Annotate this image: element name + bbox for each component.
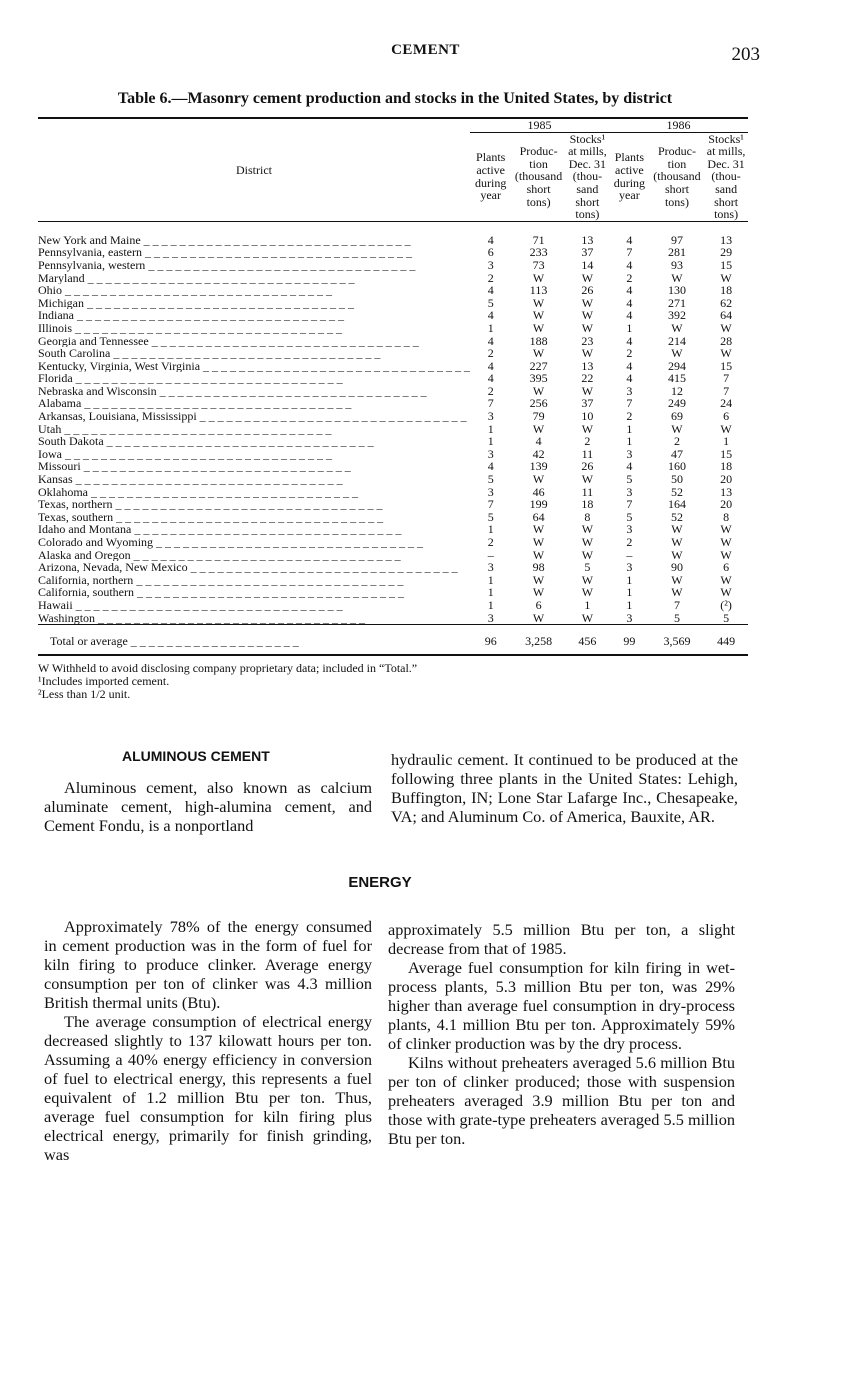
- cell-production-1986: 271: [667, 295, 686, 310]
- cell-plants-1985: 1: [487, 572, 494, 587]
- cell-production-1986: 130: [667, 283, 686, 298]
- table-row: [38, 561, 748, 574]
- footnote-w: W Withheld to avoid disclosing company proprietary data; included in “Total.”: [38, 660, 418, 675]
- cell-stocks-1985: W: [581, 308, 594, 323]
- cell-production-1986: W: [671, 547, 683, 562]
- cell-plants-1986: 4: [626, 358, 633, 373]
- table-row: [38, 397, 748, 410]
- table-row: [38, 272, 748, 285]
- cell-stocks-1986: W: [720, 535, 732, 549]
- district-name: Colorado and Wyoming _ _ _ _ _ _ _ _ _ _ _ _ _ _ _ _ _ _ _ _ _ _ _ _ _ _ _ _ _ _: [38, 536, 424, 549]
- cell-plants-1986: 7: [626, 497, 633, 512]
- table-row: [38, 284, 748, 297]
- cell-stocks-1985: 5: [584, 560, 591, 575]
- cell-plants-1986: 2: [626, 346, 633, 361]
- cell-production-1985: 98: [532, 560, 545, 575]
- plants-header-1985: Plants active during year: [470, 132, 511, 221]
- district-name: Kansas _ _ _ _ _ _ _ _ _ _ _ _ _ _ _ _ _ _ _ _ _ _ _ _ _ _ _ _ _ _: [38, 473, 343, 486]
- cell-production-1985: W: [532, 270, 545, 285]
- cell-stocks-1985: 26: [581, 459, 594, 474]
- page-number: 203: [731, 44, 760, 65]
- cell-stocks-1985: 26: [581, 283, 594, 298]
- cell-plants-1986: 4: [626, 459, 633, 474]
- cell-stocks-1985: 23: [581, 333, 594, 348]
- cell-plants-1986: 7: [626, 245, 633, 260]
- total-label: Total or average _ _ _ _ _ _ _ _ _ _ _ _ _ _ _ _ _ _ _: [38, 625, 470, 655]
- production-table: [38, 117, 748, 656]
- cell-stocks-1986: W: [720, 522, 732, 537]
- cell-production-1986: 52: [670, 509, 683, 524]
- cell-production-1985: 4: [535, 434, 542, 449]
- cell-production-1985: 113: [529, 283, 548, 298]
- cell-stocks-1985: W: [581, 585, 594, 600]
- table-row: [38, 612, 748, 625]
- table-row: [38, 523, 748, 536]
- cell-production-1985: 71: [532, 232, 545, 247]
- table-row: [38, 246, 748, 259]
- cell-production-1985: W: [532, 522, 545, 537]
- cell-plants-1986: 5: [626, 509, 633, 524]
- cell-stocks-1986: 6: [723, 409, 730, 424]
- cell-production-1986: W: [671, 270, 683, 285]
- cell-plants-1986: 4: [626, 333, 633, 348]
- cell-plants-1985: 5: [487, 472, 494, 487]
- cell-plants-1986: 2: [626, 535, 633, 549]
- cell-production-1985: 79: [532, 409, 545, 424]
- energy-right-paragraph-2: Average fuel consumption for kiln firing in wet-process plants, 5.3 million Btu per ton, was 29% higher than average fuel consumption in dry-process plants, 4.1 million Btu per ton. Approximately 59% of clinker production was by the dry process.: [388, 958, 735, 1053]
- table-row: [38, 448, 748, 461]
- cell-stocks-1985: 13: [581, 232, 594, 247]
- cell-stocks-1985: W: [581, 270, 594, 285]
- cell-stocks-1986: 64: [720, 308, 733, 323]
- cell-plants-1985: 4: [487, 333, 494, 348]
- cell-stocks-1986: 7: [723, 371, 730, 386]
- cell-plants-1985: 1: [487, 434, 494, 449]
- energy-left-paragraph-2: The average consumption of electrical energy decreased slightly to 137 kilowatt hours per ton. Assuming a 40% energy efficiency in conversion of fuel to electrical energy, this represents a fuel equivalent of 1.2 million Btu per ton. Thus, average fuel consumption for kiln firing plus electrical energy, primarily for finish grinding, was: [44, 1012, 372, 1164]
- year-header-1985: 1985: [470, 118, 609, 132]
- cell-production-1986: W: [671, 320, 683, 335]
- cell-production-1986: W: [671, 421, 683, 436]
- cell-plants-1985: 1: [487, 320, 494, 335]
- cell-production-1986: W: [671, 522, 683, 537]
- cell-stocks-1986: 13: [720, 484, 733, 499]
- cell-stocks-1986: 5: [723, 610, 730, 625]
- cell-plants-1985: 1: [487, 522, 494, 537]
- cell-production-1986: 392: [667, 308, 686, 323]
- district-name: Indiana _ _ _ _ _ _ _ _ _ _ _ _ _ _ _ _ _ _ _ _ _ _ _ _ _ _ _ _ _ _: [38, 309, 344, 322]
- cell-production-1986: 160: [667, 459, 686, 474]
- district-name: Arkansas, Louisiana, Mississippi _ _ _ _ _ _ _ _ _ _ _ _ _ _ _ _ _ _ _ _ _ _ _ _ _ _ _ _ _ _: [38, 410, 467, 423]
- year-header-1986: 1986: [609, 118, 748, 132]
- cell-stocks-1985: 2: [584, 434, 591, 449]
- cell-plants-1985: 7: [487, 497, 494, 512]
- cell-plants-1986: 4: [626, 295, 633, 310]
- district-name: Washington _ _ _ _ _ _ _ _ _ _ _ _ _ _ _ _ _ _ _ _ _ _ _ _ _ _ _ _ _ _: [38, 611, 366, 625]
- district-name: Iowa _ _ _ _ _ _ _ _ _ _ _ _ _ _ _ _ _ _ _ _ _ _ _ _ _ _ _ _ _ _: [38, 447, 332, 461]
- table-row: [38, 309, 748, 322]
- cell-production-1986: 7: [673, 597, 680, 612]
- cell-plants-1985: 4: [487, 459, 494, 474]
- cell-plants-1985: 5: [487, 509, 494, 524]
- cell-plants-1986: 1: [626, 320, 633, 335]
- cell-production-1986: 415: [667, 371, 686, 386]
- cell-plants-1986: 3: [626, 610, 633, 625]
- table-row: [38, 473, 748, 486]
- cell-production-1986: W: [671, 585, 683, 600]
- cell-stocks-1986: 29: [720, 245, 733, 260]
- district-name: Hawaii _ _ _ _ _ _ _ _ _ _ _ _ _ _ _ _ _ _ _ _ _ _ _ _ _ _ _ _ _ _: [38, 598, 343, 612]
- cell-production-1985: 6: [535, 597, 542, 612]
- cell-production-1986: 294: [667, 358, 686, 373]
- stocks-header-1985: Stocks¹ at mills, Dec. 31 (thou- sand short tons): [566, 132, 609, 221]
- cell-production-1985: W: [532, 572, 545, 587]
- cell-plants-1986: 1: [626, 585, 633, 600]
- cell-plants-1985: 3: [487, 610, 494, 625]
- footnote-1: ¹Includes imported cement.: [38, 673, 170, 688]
- table-row: [38, 347, 748, 360]
- cell-production-1986: 281: [667, 245, 686, 260]
- plants-header-1986: Plants active during year: [609, 132, 650, 221]
- table-section: [38, 117, 748, 701]
- cell-production-1985: 73: [532, 257, 545, 272]
- district-name: South Dakota _ _ _ _ _ _ _ _ _ _ _ _ _ _ _ _ _ _ _ _ _ _ _ _ _ _ _ _ _ _: [38, 435, 374, 448]
- cell-stocks-1985: 14: [581, 257, 594, 272]
- cell-plants-1985: –: [487, 547, 494, 562]
- table-row: [38, 435, 748, 448]
- running-head: CEMENT: [391, 42, 460, 58]
- cell-plants-1986: 2: [626, 409, 633, 424]
- cell-production-1985: 256: [529, 396, 548, 411]
- table-row: [38, 586, 748, 599]
- cell-stocks-1985: W: [581, 421, 594, 436]
- cell-stocks-1986: 13: [720, 232, 733, 247]
- cell-production-1985: W: [532, 421, 545, 436]
- cell-production-1986: 214: [667, 333, 686, 348]
- cell-plants-1985: 4: [487, 358, 494, 373]
- cell-plants-1985: 2: [487, 383, 494, 398]
- cell-plants-1985: 5: [487, 295, 494, 310]
- district-name: Florida _ _ _ _ _ _ _ _ _ _ _ _ _ _ _ _ _ _ _ _ _ _ _ _ _ _ _ _ _ _: [38, 372, 343, 385]
- table-title: Table 6.—Masonry cement production and stocks in the United States, by district: [117, 90, 673, 107]
- cell-stocks-1985: 11: [581, 484, 594, 499]
- cell-stocks-1985: W: [581, 320, 594, 335]
- cell-stocks-1986: 18: [720, 283, 733, 298]
- production-header-1985: Produc- tion (thousand short tons): [511, 132, 565, 221]
- total-row: [38, 625, 748, 655]
- cell-production-1986: 47: [670, 446, 683, 461]
- cell-plants-1986: 4: [626, 257, 633, 272]
- stocks-header-1986: Stocks¹ at mills, Dec. 31 (thou- sand short tons): [704, 132, 748, 221]
- cell-stocks-1985: W: [581, 472, 594, 487]
- table-body: [38, 221, 748, 624]
- cell-production-1986: 93: [670, 257, 683, 272]
- cell-stocks-1985: W: [581, 572, 594, 587]
- table-row: [38, 259, 748, 272]
- table-row: [38, 297, 748, 310]
- cell-production-1986: 249: [667, 396, 686, 411]
- district-name: Missouri _ _ _ _ _ _ _ _ _ _ _ _ _ _ _ _ _ _ _ _ _ _ _ _ _ _ _ _ _ _: [38, 460, 351, 474]
- total-plants-1986: 99: [609, 625, 650, 655]
- cell-production-1985: 233: [529, 245, 548, 260]
- district-name: New York and Maine _ _ _ _ _ _ _ _ _ _ _ _ _ _ _ _ _ _ _ _ _ _ _ _ _ _ _ _ _ _: [38, 232, 411, 247]
- district-name: Kentucky, Virginia, West Virginia _ _ _ _ _ _ _ _ _ _ _ _ _ _ _ _ _ _ _ _ _ _ _ _ _ _ _ _ _ _: [38, 359, 471, 373]
- cell-plants-1986: 4: [626, 283, 633, 298]
- cell-stocks-1986: 20: [720, 497, 733, 512]
- cell-plants-1986: 1: [626, 421, 633, 436]
- table-row: [38, 460, 748, 473]
- cell-stocks-1985: W: [581, 295, 594, 310]
- cell-production-1985: 139: [529, 459, 548, 474]
- cell-stocks-1986: 15: [720, 257, 733, 272]
- cell-production-1986: 69: [670, 409, 683, 424]
- district-name: Georgia and Tennessee _ _ _ _ _ _ _ _ _ _ _ _ _ _ _ _ _ _ _ _ _ _ _ _ _ _ _ _ _ _: [38, 334, 419, 348]
- district-name: Pennsylvania, eastern _ _ _ _ _ _ _ _ _ _ _ _ _ _ _ _ _ _ _ _ _ _ _ _ _ _ _ _ _ _: [38, 246, 412, 259]
- cell-stocks-1985: 22: [581, 371, 594, 386]
- table-row: [38, 511, 748, 524]
- cell-production-1985: 395: [529, 371, 548, 386]
- table-row: [38, 322, 748, 335]
- footnote-2: ²Less than 1/2 unit.: [38, 686, 131, 701]
- energy-left-paragraph-1: Approximately 78% of the energy consumed in cement production was in the form of fuel for kiln firing to produce clinker. Average energy consumption per ton of clinker was 4.3 million British thermal units (Btu).: [44, 917, 372, 1012]
- cell-plants-1986: 3: [626, 484, 633, 499]
- district-name: Alabama _ _ _ _ _ _ _ _ _ _ _ _ _ _ _ _ _ _ _ _ _ _ _ _ _ _ _ _ _ _: [38, 397, 352, 411]
- table-footnotes: [38, 662, 748, 701]
- district-name: California, southern _ _ _ _ _ _ _ _ _ _ _ _ _ _ _ _ _ _ _ _ _ _ _ _ _ _ _ _ _ _: [38, 586, 404, 599]
- district-name: Alaska and Oregon _ _ _ _ _ _ _ _ _ _ _ _ _ _ _ _ _ _ _ _ _ _ _ _ _ _ _ _ _ _: [38, 548, 401, 562]
- cell-plants-1985: 2: [487, 535, 494, 549]
- cell-stocks-1985: 11: [581, 446, 594, 461]
- cell-production-1986: W: [671, 572, 683, 587]
- cell-plants-1986: 4: [626, 232, 633, 247]
- cell-plants-1985: 3: [487, 446, 494, 461]
- cell-stocks-1985: 13: [581, 358, 594, 373]
- cell-production-1985: W: [532, 472, 545, 487]
- cell-production-1985: W: [532, 610, 545, 625]
- cell-plants-1985: 1: [487, 421, 494, 436]
- aluminous-heading: ALUMINOUS CEMENT: [122, 748, 270, 764]
- energy-left-column: [44, 917, 372, 1164]
- cell-stocks-1985: 37: [581, 245, 594, 260]
- cell-stocks-1986: W: [720, 572, 732, 587]
- energy-right-paragraph-1: approximately 5.5 million Btu per ton, a slight decrease from that of 1985.: [388, 920, 735, 958]
- cell-production-1986: 50: [670, 472, 683, 487]
- cell-plants-1985: 7: [487, 396, 494, 411]
- cell-production-1985: 46: [532, 484, 545, 499]
- cell-stocks-1986: 6: [723, 560, 730, 575]
- energy-heading: ENERGY: [348, 874, 412, 891]
- cell-production-1986: 97: [670, 232, 683, 247]
- cell-plants-1985: 3: [487, 484, 494, 499]
- cell-stocks-1985: 18: [581, 497, 594, 512]
- cell-production-1985: 227: [529, 358, 548, 373]
- cell-stocks-1986: W: [720, 320, 732, 335]
- cell-plants-1986: 7: [626, 396, 633, 411]
- district-column-header: District: [38, 118, 470, 221]
- cell-plants-1986: 1: [626, 572, 633, 587]
- cell-plants-1985: 6: [487, 245, 494, 260]
- cell-stocks-1986: W: [720, 421, 732, 436]
- cell-production-1985: 64: [532, 509, 545, 524]
- cell-production-1985: W: [532, 535, 545, 549]
- cell-stocks-1986: 1: [723, 434, 730, 449]
- cell-stocks-1986: 15: [720, 358, 733, 373]
- production-header-1986: Produc- tion (thousand short tons): [650, 132, 704, 221]
- cell-stocks-1986: 18: [720, 459, 733, 474]
- cell-stocks-1986: W: [720, 270, 732, 285]
- table-row: [38, 335, 748, 348]
- district-name: South Carolina _ _ _ _ _ _ _ _ _ _ _ _ _ _ _ _ _ _ _ _ _ _ _ _ _ _ _ _ _ _: [38, 347, 381, 360]
- energy-right-column: [388, 920, 735, 1148]
- cell-stocks-1985: W: [581, 383, 594, 398]
- total-production-1986: 3,569: [650, 625, 704, 655]
- cell-production-1986: W: [671, 535, 683, 549]
- district-name: Illinois _ _ _ _ _ _ _ _ _ _ _ _ _ _ _ _ _ _ _ _ _ _ _ _ _ _ _ _ _ _: [38, 321, 343, 335]
- cell-plants-1986: 1: [626, 434, 633, 449]
- district-name: Texas, northern _ _ _ _ _ _ _ _ _ _ _ _ _ _ _ _ _ _ _ _ _ _ _ _ _ _ _ _ _ _: [38, 498, 383, 511]
- cell-production-1985: W: [532, 346, 545, 361]
- cell-plants-1985: 1: [487, 597, 494, 612]
- cell-plants-1986: 5: [626, 472, 633, 487]
- district-name: Pennsylvania, western _ _ _ _ _ _ _ _ _ _ _ _ _ _ _ _ _ _ _ _ _ _ _ _ _ _ _ _ _ _: [38, 258, 416, 272]
- aluminous-left-column: [44, 778, 372, 835]
- cell-production-1985: W: [532, 585, 545, 600]
- table-row: [38, 549, 748, 562]
- cell-production-1985: W: [532, 308, 545, 323]
- district-name: Maryland _ _ _ _ _ _ _ _ _ _ _ _ _ _ _ _ _ _ _ _ _ _ _ _ _ _ _ _ _ _: [38, 271, 355, 285]
- cell-stocks-1985: 1: [584, 597, 591, 612]
- cell-plants-1985: 3: [487, 257, 494, 272]
- cell-plants-1986: 4: [626, 308, 633, 323]
- cell-production-1986: W: [671, 346, 683, 361]
- cell-stocks-1986: W: [720, 346, 732, 361]
- cell-stocks-1985: 8: [584, 509, 591, 524]
- table-row: [38, 410, 748, 423]
- aluminous-right-paragraph: hydraulic cement. It continued to be produced at the following three plants in the United States: Lehigh, Buffington, IN; Lone Star Lafarge Inc., Chesapeake, VA; and Aluminum Co. of America, Bauxite, AR.: [391, 750, 738, 826]
- cell-stocks-1985: W: [581, 547, 594, 562]
- table-row: [38, 360, 748, 373]
- cell-plants-1985: 4: [487, 371, 494, 386]
- cell-stocks-1985: W: [581, 522, 594, 537]
- cell-stocks-1986: 15: [720, 446, 733, 461]
- cell-production-1986: 164: [667, 497, 686, 512]
- total-plants-1985: 96: [470, 625, 511, 655]
- table-row: [38, 486, 748, 499]
- cell-stocks-1986: W: [720, 547, 732, 562]
- cell-plants-1986: 3: [626, 383, 633, 398]
- cell-plants-1985: 4: [487, 232, 494, 247]
- cell-stocks-1985: W: [581, 346, 594, 361]
- table-row: [38, 574, 748, 587]
- cell-stocks-1986: 7: [723, 383, 730, 398]
- cell-production-1985: W: [532, 295, 545, 310]
- district-name: Nebraska and Wisconsin _ _ _ _ _ _ _ _ _ _ _ _ _ _ _ _ _ _ _ _ _ _ _ _ _ _ _ _ _ _: [38, 384, 427, 398]
- cell-production-1986: 12: [670, 383, 683, 398]
- cell-plants-1985: 3: [487, 560, 494, 575]
- table-row: [38, 498, 748, 511]
- cell-production-1985: W: [532, 320, 545, 335]
- cell-stocks-1986: 20: [720, 472, 733, 487]
- table-row: [38, 423, 748, 436]
- district-name: Oklahoma _ _ _ _ _ _ _ _ _ _ _ _ _ _ _ _ _ _ _ _ _ _ _ _ _ _ _ _ _ _: [38, 485, 358, 499]
- table-row: [38, 599, 748, 612]
- cell-stocks-1985: 10: [581, 409, 594, 424]
- cell-stocks-1986: 28: [720, 333, 733, 348]
- cell-stocks-1985: W: [581, 535, 594, 549]
- total-stocks-1985: 456: [566, 625, 609, 655]
- cell-plants-1986: 2: [626, 270, 633, 285]
- district-name: Michigan _ _ _ _ _ _ _ _ _ _ _ _ _ _ _ _ _ _ _ _ _ _ _ _ _ _ _ _ _ _: [38, 296, 354, 310]
- aluminous-right-column: [391, 750, 738, 826]
- table-row: [38, 372, 748, 385]
- cell-plants-1985: 2: [487, 270, 494, 285]
- table-row: [38, 536, 748, 549]
- cell-plants-1986: –: [626, 547, 633, 562]
- cell-plants-1986: 4: [626, 371, 633, 386]
- cell-stocks-1986: 62: [720, 295, 733, 310]
- cell-production-1986: 52: [670, 484, 683, 499]
- cell-stocks-1986: W: [720, 585, 732, 600]
- cell-production-1985: 188: [529, 333, 548, 348]
- cell-production-1986: 5: [673, 610, 680, 625]
- cell-production-1986: 90: [670, 560, 683, 575]
- district-name: Ohio _ _ _ _ _ _ _ _ _ _ _ _ _ _ _ _ _ _ _ _ _ _ _ _ _ _ _ _ _ _: [38, 284, 332, 297]
- cell-production-1985: W: [532, 547, 545, 562]
- cell-production-1985: 199: [529, 497, 548, 512]
- cell-plants-1985: 2: [487, 346, 494, 361]
- total-production-1985: 3,258: [511, 625, 565, 655]
- cell-stocks-1985: W: [581, 610, 594, 625]
- energy-right-paragraph-3: Kilns without preheaters averaged 5.6 million Btu per ton of clinker produced; those with suspension preheaters averaged 3.9 million Btu per ton and those with grate-type preheaters averaged 5.5 million Btu per ton.: [388, 1053, 735, 1148]
- cell-stocks-1986: 24: [720, 396, 733, 411]
- cell-stocks-1986: 8: [723, 509, 730, 524]
- cell-production-1985: W: [532, 383, 545, 398]
- district-name: Idaho and Montana _ _ _ _ _ _ _ _ _ _ _ _ _ _ _ _ _ _ _ _ _ _ _ _ _ _ _ _ _ _: [38, 523, 402, 536]
- district-name: Utah _ _ _ _ _ _ _ _ _ _ _ _ _ _ _ _ _ _ _ _ _ _ _ _ _ _ _ _ _ _: [38, 422, 332, 436]
- cell-stocks-1986: (²): [720, 597, 732, 612]
- cell-plants-1986: 3: [626, 446, 633, 461]
- aluminous-left-paragraph: Aluminous cement, also known as calcium aluminate cement, high-alumina cement, and Cement Fondu, is a nonportland: [44, 778, 372, 835]
- cell-plants-1985: 3: [487, 409, 494, 424]
- table-row: [38, 221, 748, 246]
- cell-plants-1986: 3: [626, 522, 633, 537]
- cell-stocks-1985: 37: [581, 396, 594, 411]
- cell-plants-1986: 3: [626, 560, 633, 575]
- cell-plants-1985: 4: [487, 308, 494, 323]
- table-row: [38, 385, 748, 398]
- cell-production-1985: 42: [532, 446, 545, 461]
- cell-plants-1986: 1: [626, 597, 633, 612]
- cell-production-1986: 2: [673, 434, 680, 449]
- cell-plants-1985: 4: [487, 283, 494, 298]
- district-name: Arizona, Nevada, New Mexico _ _ _ _ _ _ _ _ _ _ _ _ _ _ _ _ _ _ _ _ _ _ _ _ _ _ _ _ _ _: [38, 561, 458, 574]
- cell-plants-1985: 1: [487, 585, 494, 600]
- total-stocks-1986: 449: [704, 625, 748, 655]
- district-name: California, northern _ _ _ _ _ _ _ _ _ _ _ _ _ _ _ _ _ _ _ _ _ _ _ _ _ _ _ _ _ _: [38, 573, 404, 587]
- district-name: Texas, southern _ _ _ _ _ _ _ _ _ _ _ _ _ _ _ _ _ _ _ _ _ _ _ _ _ _ _ _ _ _: [38, 510, 384, 524]
